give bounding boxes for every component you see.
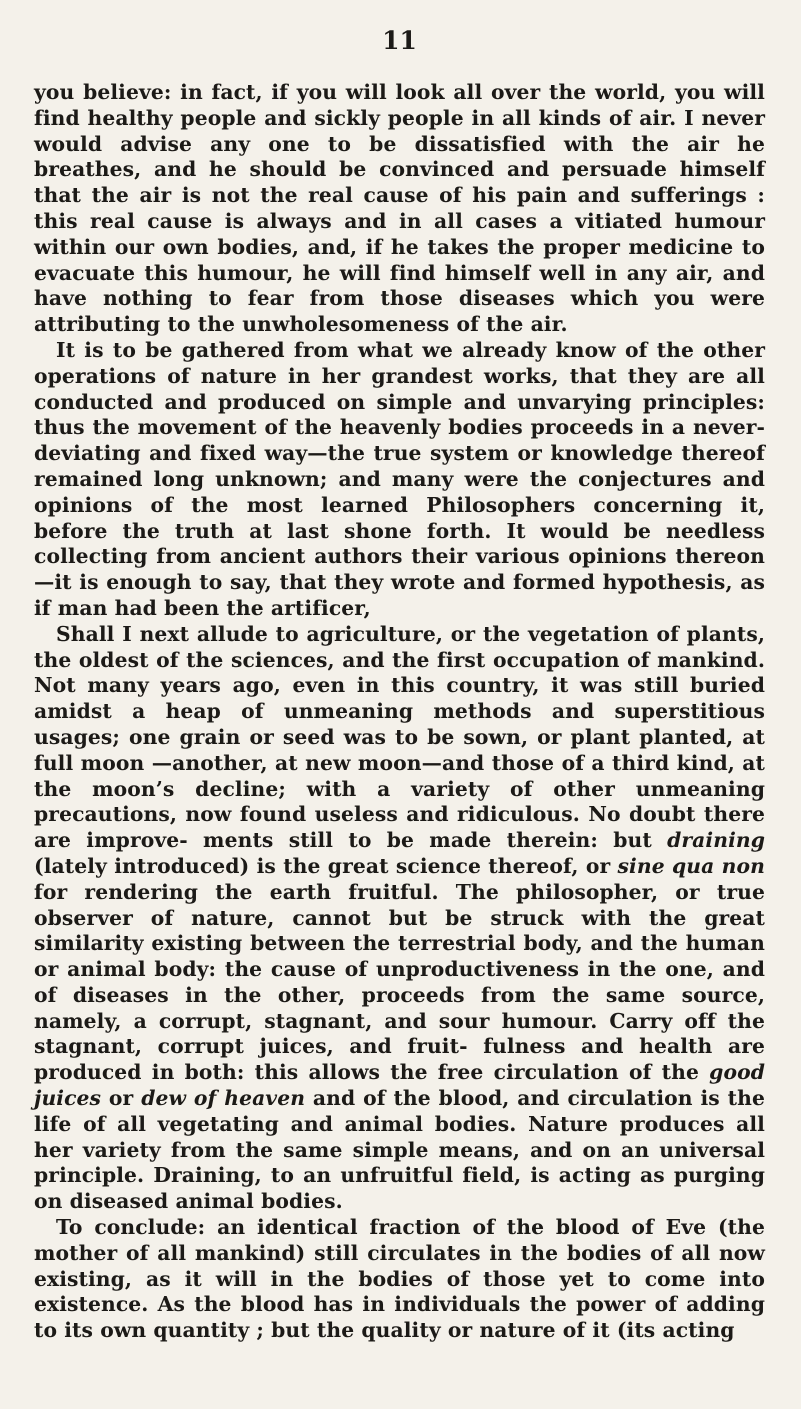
paragraph: It is to be gathered from what we already know of the other operations of nature in her grandest works, that they are all conducted and produced on simple and unvarying principles: thus the movement of the heavenly bodies proceeds in a never-deviating and fixed way—the true system or knowledge thereof remained long unknown; and many were the conjectures and opinions of the most learned Philosophers concerning it, before the truth at last shone forth. It would be needless collecting from ancient authors their various opinions thereon—it is enough to say, that they wrote and formed hypothesis, as if man had been the artificer,	[34, 337, 765, 620]
italic-term: sine qua non	[617, 853, 765, 878]
italic-term: draining	[667, 828, 765, 853]
paragraph: To conclude: an identical fraction of the blood of Eve (the mother of all mankind) still circulates in the bodies of all now existing, as it will in the bodies of those yet to come into existence. As the blood has in individuals the power of adding to its own quantity ; but the quality or nature of it (its acting	[34, 1215, 765, 1343]
body-text	[34, 80, 765, 1344]
page-number: 11	[382, 26, 417, 55]
paragraph: you believe: in fact, if you will look all over the world, you will find healthy people and sickly people in all kinds of air. I never would advise any one to be dissatisfied with the air he breathes, and he should be convinced and persuade himself that the air is not the real cause of his pain and sufferings : this real cause is always and in all cases a vitiated humour within our own bodies, and, if he takes the proper medicine to evacuate this humour, he will find himself well in any air, and have nothing to fear from those diseases which you were attributing to the unwholesomeness of the air.	[34, 80, 765, 337]
paragraph: Shall I next allude to agriculture, or the vegetation of plants, the oldest of the sciences, and the first occupation of mankind. Not many years ago, even in this country, it was still buried amidst a heap of unmeaning methods and superstitious usages; one grain or seed was to be sown, or plant planted, at full moon —another, at new moon—and those of a third kind, at the moon’s decline; with a variety of other unmeaning precautions, now found useless and ridiculous. No doubt there are improve- ments still to be made therein: but draining (lately introduced) is the great science thereof, or sine qua non for rendering the earth fruitful. The philosopher, or true observer of nature, cannot but be struck with the great similarity existing between the terrestrial body, and the human or animal body: the cause of unproductiveness in the one, and of diseases in the other, proceeds from the same source, namely, a corrupt, stagnant, and sour humour. Carry off the stagnant, corrupt juices, and fruit- fulness and health are produced in both: this allows the free circulation of the good juices or dew of heaven and of the blood, and circulation is the life of all vegetating and animal bodies. Nature produces all her variety from the same simple means, and on an universal principle. Draining, to an unfruitful field, is acting as purging on diseased animal bodies.	[34, 621, 765, 1214]
italic-term: dew of heaven	[141, 1086, 306, 1111]
italic-term: good juices	[34, 1060, 765, 1111]
